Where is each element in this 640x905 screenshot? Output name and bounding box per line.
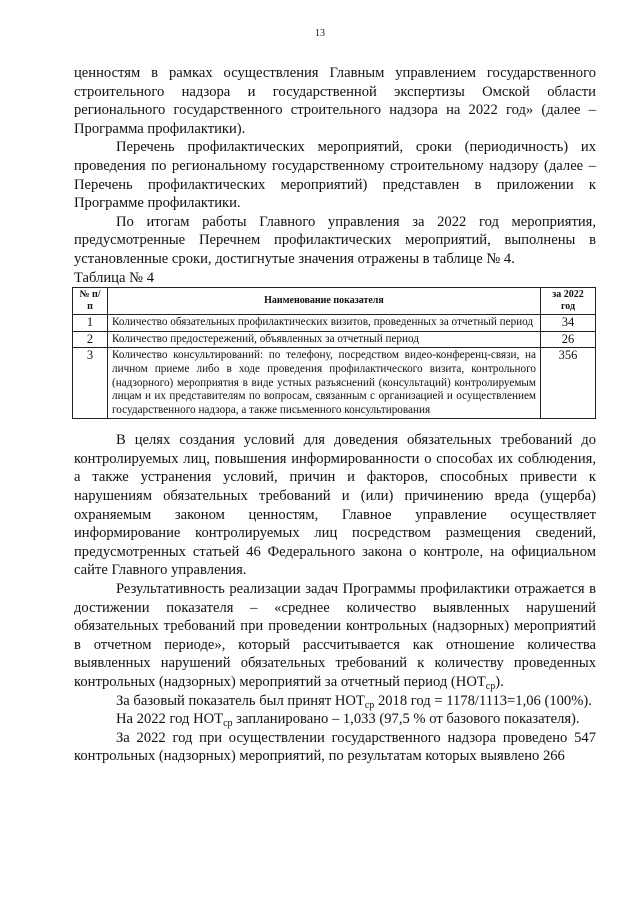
paragraph-program-name: ценностям в рамках осуществления Главным управлением государственного строительного надзора и государственной экспертизы Омской области регионального государственного строительного надзора на 2022 год» (далее – Программа профилактики). — [74, 65, 596, 137]
table-caption: Таблица № 4 — [74, 269, 154, 286]
header-value-2022: за 2022 год — [541, 288, 596, 315]
indicators-table — [72, 287, 596, 419]
paragraph-planned-indicator — [74, 710, 596, 729]
row-value: 356 — [541, 348, 596, 419]
table-row — [73, 315, 596, 332]
row-number: 3 — [73, 348, 108, 419]
paragraph-base-indicator — [74, 692, 596, 711]
header-indicator-name: Наименование показателя — [108, 288, 541, 315]
paragraph-measures-list: Перечень профилактических мероприятий, сроки (периодичность) их проведения по региональному государственному строительному надзору (далее – Перечень профилактических мероприятий) представлен в приложении к Программе профилактики. — [74, 139, 596, 212]
paragraph-results-2022: По итогам работы Главного управления за 2022 год мероприятия, предусмотренные Перечнем профилактических мероприятий, выполнены в установленные сроки, достигнутые значения отражены в таблице № 4. — [74, 213, 596, 267]
planned-indicator-text: На 2022 год НОТ — [116, 711, 224, 728]
effectiveness-text-end: ). — [495, 674, 504, 690]
base-indicator-subscript: ср — [364, 699, 375, 711]
row-number: 2 — [73, 331, 108, 348]
effectiveness-text: Результативность реализации задач Программы профилактики отражается в достижении показателя – «среднее количество выявленных нарушений обязательных требований при проведении контрольных (надзорных) мероприятий в отчетном периоде», который рассчитывается как отношение количества выявленных нарушений обязательных требований к количеству проведенных контрольных (надзорных) мероприятий за отчетный период (НОТ — [74, 581, 596, 690]
table-row — [73, 348, 596, 419]
paragraph-inspections-2022: За 2022 год при осуществлении государственного надзора проведено 547 контрольных (надзорных) мероприятий, по результатам которых выявлено 266 — [74, 729, 596, 765]
page-number: 13 — [315, 28, 325, 39]
base-indicator-text: За базовый показатель был принят НОТ — [116, 692, 365, 709]
row-indicator-name: Количество консультирований: по телефону, посредством видео-конференц-связи, на личном приеме либо в ходе проведения профилактического визита, контрольного (надзорного) мероприятия в виде устных разъяснений (консультаций) контролируемым лицам и их представителям по вопросам, связанным с организацией и осуществлением государственного надзора, а также письменного консультирования — [108, 348, 541, 419]
effectiveness-subscript: ср — [485, 681, 496, 692]
planned-indicator-subscript: ср — [223, 718, 233, 730]
paragraph-effectiveness — [74, 580, 596, 692]
base-indicator-text-end: 2018 год = 1178/1113=1,06 (100%). — [374, 692, 592, 709]
row-indicator-name: Количество обязательных профилактических визитов, проведенных за отчетный период — [108, 315, 541, 332]
planned-indicator-text-end: запланировано – 1,033 (97,5 % от базового показателя). — [232, 711, 580, 728]
row-value: 26 — [541, 331, 596, 348]
table-row — [73, 331, 596, 348]
row-number: 1 — [73, 315, 108, 332]
row-indicator-name: Количество предостережений, объявленных за отчетный период — [108, 331, 541, 348]
table-header-row — [73, 288, 596, 315]
row-value: 34 — [541, 315, 596, 332]
document-body — [74, 64, 596, 766]
paragraph-informing: В целях создания условий для доведения обязательных требований до контролируемых лиц, повышения информированности о способах их соблюдения, а также устранения условий, причин и факторов, способных привести к нарушениям обязательных требований и (или) причинению вреда (ущерба) охраняемым законом ценностям, Главное управление осуществляет информирование контролируемых лиц посредством размещения сведений, предусмотренных статьей 46 Федерального закона о контроле, на официальном сайте Главного управления. — [74, 432, 596, 579]
header-number: № п/п — [73, 288, 108, 315]
